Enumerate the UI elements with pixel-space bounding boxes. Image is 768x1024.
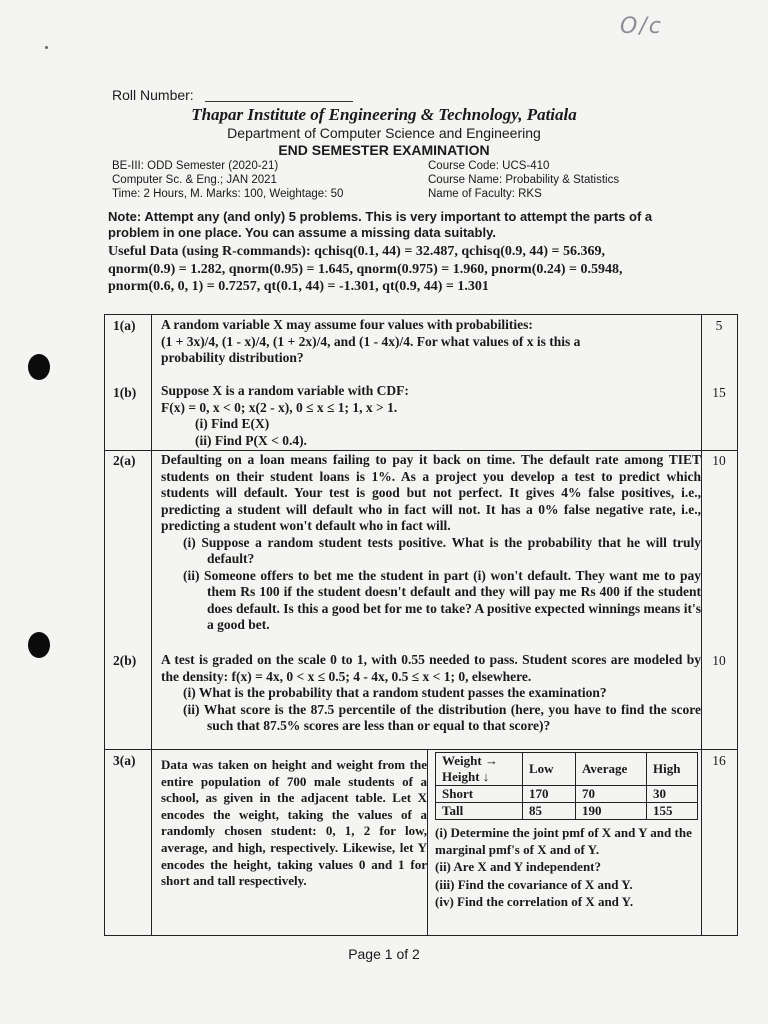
sub-question: (ii) Find P(X < 0.4). — [195, 432, 307, 448]
question-line: (1 + 3x)/4, (1 - x)/4, (1 + 2x)/4, and (1 - 4x)/4. For what values of x is this a — [161, 333, 581, 349]
question-3a-subs — [435, 825, 705, 912]
question-line: A random variable X may assume four values with probabilities: — [161, 317, 533, 332]
sub-question: (i) Find E(X) — [195, 416, 270, 431]
table-row-label: Short — [436, 786, 523, 803]
question-3a-text: Data was taken on height and weight from the entire population of 700 male students of a school, as given in the adjacent table. Let X encodes the weight, taking the values of a randomly chosen student: 0, 1, 2 for low, average, and high, respectively. Likewise, let Y encodes the height, taking values 0 and 1 for short and tall respectively. — [161, 757, 427, 889]
question-1a-text — [161, 317, 701, 367]
table-cell: 155 — [647, 803, 698, 820]
row-divider — [105, 450, 737, 451]
sub-question: (iv) Find the correlation of X and Y. — [435, 894, 634, 910]
useful-data-line: pnorm(0.6, 0, 1) = 0.7257, qt(0.1, 44) = -1.301, qt(0.9, 44) = 1.301 — [108, 279, 489, 294]
sub-question: (ii) What score is the 87.5 percentile of the distribution (here, you have to find the score such that 87.5% scores are less than or equal to that score)? — [183, 701, 701, 733]
question-paragraph: A test is graded on the scale 0 to 1, with 0.55 needed to pass. Student scores are modeled by the density: f(x) = 4x, 0 < x ≤ 0.5; 4 - 4x, 0.5 ≤ x < 1; 0, elsewhere. — [161, 652, 701, 684]
question-number: 3(a) — [113, 753, 136, 768]
question-marks: 5 — [715, 318, 723, 333]
sub-question: (ii) Someone offers to bet me the student in part (i) won't default. They want me to pay them Rs 100 if the student doesn't default and they will pay me Rs 400 if the student does default. Is this a good bet for me to take? A positive expected winnings means it's a good bet. — [183, 567, 701, 632]
meta-line: Time: 2 Hours, M. Marks: 100, Weightage: 50 — [112, 188, 344, 200]
question-2a-text — [161, 452, 701, 634]
questions-table — [104, 314, 738, 936]
sub-question: (i) Suppose a random student tests positive. What is the probability that he will truly default? — [183, 534, 701, 566]
question-number: 2(b) — [113, 653, 137, 668]
handwritten-annotation: O/c — [620, 14, 663, 39]
sub-question: (ii) Are X and Y independent? — [435, 859, 602, 875]
height-weight-table — [435, 752, 698, 820]
question-line: F(x) = 0, x < 0; x(2 - x), 0 ≤ x ≤ 1; 1, x > 1. — [161, 399, 398, 415]
question-marks: 16 — [712, 753, 726, 768]
table-corner-cell: Weight → Height ↓ — [436, 753, 523, 786]
question-marks: 10 — [712, 453, 726, 468]
table-cell: 70 — [576, 786, 647, 803]
speck — [45, 46, 48, 49]
punch-hole — [28, 632, 50, 658]
table-row — [436, 753, 698, 786]
question-number: 2(a) — [113, 453, 136, 468]
meta-line: Name of Faculty: RKS — [428, 188, 542, 200]
question-paragraph: Defaulting on a loan means failing to pay it back on time. The default rate among TIET students on their student loans is 1%. As a project you develop a test to predict which students will default. Your test is good but not perfect. It gives 4% false positives, i.e., predicting a student will default who in fact will not. It has a 0% false negative rate, i.e., predicting a student won't default who in fact will. — [161, 452, 701, 533]
question-marks: 10 — [712, 653, 726, 668]
useful-data-line: qnorm(0.9) = 1.282, qnorm(0.95) = 1.645, qnorm(0.975) = 1.960, pnorm(0.24) = 0.5948, — [108, 261, 623, 277]
sub-question: (i) Determine the joint pmf of X and Y and the marginal pmf's of X and of Y. — [435, 825, 692, 857]
sub-question: (i) What is the probability that a random student passes the examination? — [183, 685, 607, 700]
table-cell: 170 — [523, 786, 576, 803]
question-marks: 15 — [712, 385, 726, 400]
meta-line: Course Name: Probability & Statistics — [428, 174, 620, 186]
column-divider — [427, 749, 428, 935]
table-header: Average — [576, 753, 647, 786]
page-footer: Page 1 of 2 — [348, 946, 420, 962]
column-divider — [151, 315, 152, 935]
institute-name: Thapar Institute of Engineering & Technology, Patiala — [191, 105, 577, 124]
punch-hole — [28, 354, 50, 380]
exam-title: END SEMESTER EXAMINATION — [278, 142, 490, 158]
table-cell: 190 — [576, 803, 647, 820]
question-number: 1(a) — [113, 318, 136, 333]
meta-line: BE-III: ODD Semester (2020-21) — [112, 160, 279, 172]
useful-data-line: Useful Data (using R-commands): qchisq(0.1, 44) = 32.487, qchisq(0.9, 44) = 56.369, — [108, 244, 606, 259]
table-row — [436, 803, 698, 820]
roll-number-label: Roll Number: — [112, 87, 194, 103]
table-cell: 85 — [523, 803, 576, 820]
question-line: probability distribution? — [161, 350, 304, 365]
table-header: High — [647, 753, 698, 786]
sub-question: (iii) Find the covariance of X and Y. — [435, 876, 633, 892]
table-row — [436, 786, 698, 803]
meta-line: Computer Sc. & Eng.; JAN 2021 — [112, 174, 277, 186]
department-name: Department of Computer Science and Engineering — [227, 125, 541, 141]
question-number: 1(b) — [113, 385, 137, 400]
left-meta — [112, 159, 343, 201]
question-2b-text — [161, 652, 701, 735]
question-line: Suppose X is a random variable with CDF: — [161, 383, 409, 398]
row-divider — [105, 749, 737, 750]
table-header: Low — [523, 753, 576, 786]
question-1b-text — [161, 383, 701, 449]
table-row-label: Tall — [436, 803, 523, 820]
meta-line: Course Code: UCS-410 — [428, 160, 550, 172]
exam-note: Note: Attempt any (and only) 5 problems. This is very important to attempt the parts of a problem in one place. You can assume a missing data suitably. — [108, 209, 653, 240]
table-cell: 30 — [647, 786, 698, 803]
useful-data — [108, 243, 698, 296]
right-meta — [428, 159, 619, 201]
roll-number-line — [205, 101, 353, 102]
